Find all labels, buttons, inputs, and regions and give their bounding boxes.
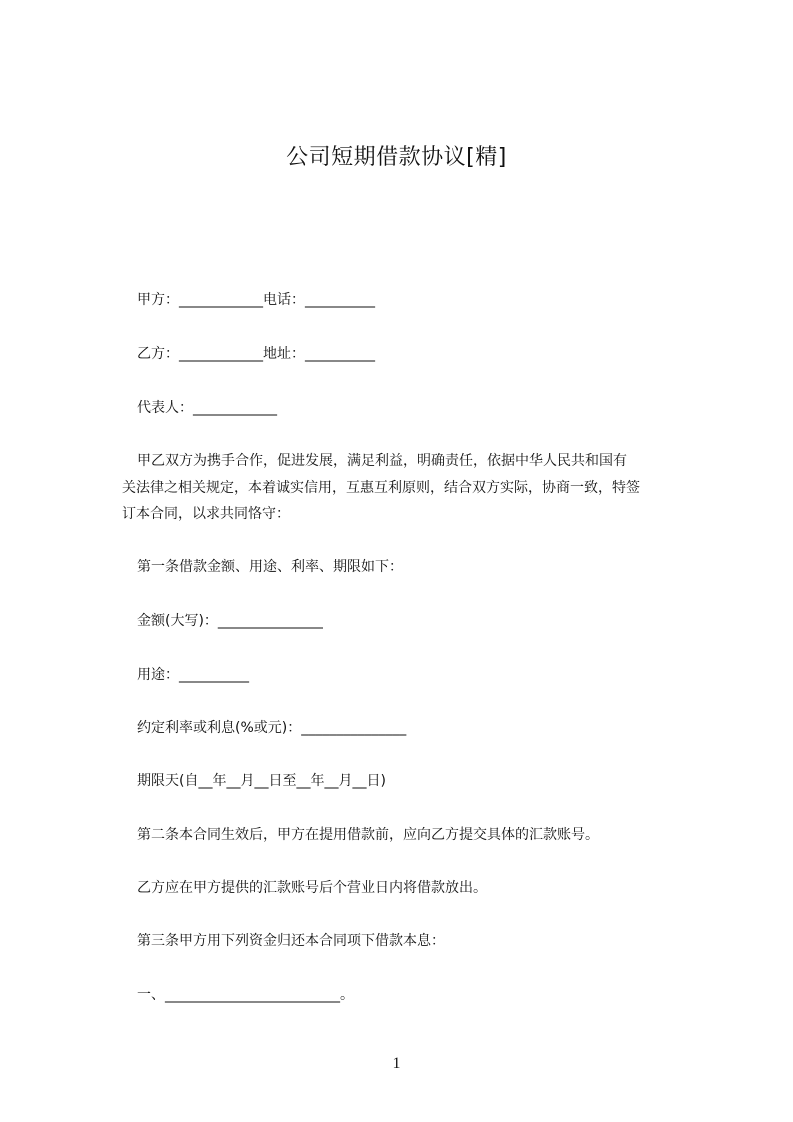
preamble-line-3: 订本合同，以求共同恪守：: [122, 506, 290, 522]
purpose-line: 用途：__________: [137, 667, 249, 683]
preamble-paragraph: [122, 448, 717, 528]
term-line: 期限天(自__年__月__日至__年__月__日): [137, 773, 386, 789]
item-1-line: 一、_________________________。: [137, 987, 354, 1003]
article-1-heading: 第一条借款金额、用途、利率、期限如下：: [137, 559, 403, 575]
article-2-heading: 第二条本合同生效后，甲方在提用借款前，应向乙方提交具体的汇款账号。: [137, 827, 599, 843]
article-2-detail: 乙方应在甲方提供的汇款账号后个营业日内将借款放出。: [137, 880, 487, 896]
page-number: 1: [392, 1055, 401, 1072]
preamble-line-2: 关法律之相关规定，本着诚实信用，互惠互利原则，结合双方实际，协商一致，特签: [122, 479, 640, 496]
amount-line: 金额(大写)：_______________: [137, 613, 323, 629]
party-a-line: 甲方：____________电话：__________: [137, 292, 375, 308]
preamble-line-1: 甲乙双方为携手合作，促进发展，满足利益，明确责任，依据中华人民共和国有: [137, 453, 627, 469]
article-3-heading: 第三条甲方用下列资金归还本合同项下借款本息：: [137, 933, 445, 949]
document-title: 公司短期借款协议[精]: [286, 145, 507, 170]
party-b-line: 乙方：____________地址：__________: [137, 346, 375, 362]
interest-line: 约定利率或利息(%或元)：_______________: [137, 720, 407, 736]
representative-line: 代表人：____________: [137, 400, 277, 416]
